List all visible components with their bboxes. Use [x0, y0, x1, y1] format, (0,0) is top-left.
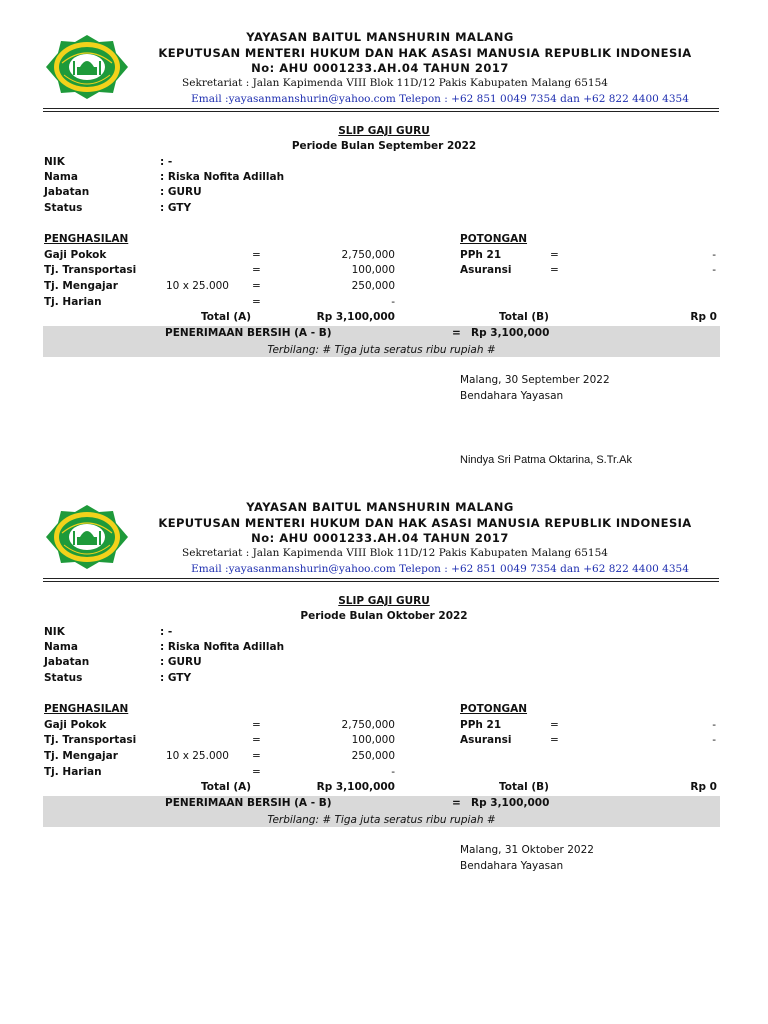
income-teaching-eq: = [252, 280, 261, 292]
income-basic-label: Gaji Pokok [44, 719, 107, 731]
income-teaching-amount: 250,000 [351, 280, 395, 292]
nik-value: : - [160, 626, 173, 638]
foundation-logo [44, 33, 130, 101]
net-income-label: PENERIMAAN BERSIH (A - B) [165, 797, 332, 809]
decree-title: KEPUTUSAN MENTERI HUKUM DAN HAK ASASI MANUSIA REPUBLIK INDONESIA [158, 46, 692, 60]
income-basic-amount: 2,750,000 [341, 249, 395, 261]
deduction-insurance-amount: - [712, 264, 716, 276]
net-income-value: Rp 3,100,000 [471, 327, 550, 339]
slip-period: Periode Bulan Oktober 2022 [300, 610, 468, 622]
amount-in-words: Terbilang: # Tiga juta seratus ribu rupiah # [267, 814, 496, 826]
deduction-pph21-label: PPh 21 [460, 249, 502, 261]
income-teaching-calc: 10 x 25.000 [166, 280, 229, 292]
name-label: Nama [44, 171, 78, 183]
org-name: YAYASAN BAITUL MANSHURIN MALANG [246, 30, 514, 44]
income-teaching-eq: = [252, 750, 261, 762]
status-value: : GTY [160, 672, 192, 684]
deduction-pph21-eq: = [550, 249, 559, 261]
income-header: PENGHASILAN [44, 233, 129, 245]
status-value: : GTY [160, 202, 192, 214]
deduction-pph21-amount: - [712, 249, 716, 261]
salary-slip-october [0, 470, 768, 940]
position-value: : GURU [160, 186, 202, 198]
total-b-value: Rp 0 [690, 311, 717, 323]
place-date: Malang, 31 Oktober 2022 [460, 844, 594, 856]
income-daily-eq: = [252, 296, 261, 308]
total-b-label: Total (B) [499, 311, 549, 323]
slip-title: SLIP GAJI GURU [338, 125, 430, 137]
nik-value: : - [160, 156, 173, 168]
income-transport-eq: = [252, 264, 261, 276]
deduction-pph21-amount: - [712, 719, 716, 731]
nik-label: NIK [44, 626, 65, 638]
org-name: YAYASAN BAITUL MANSHURIN MALANG [246, 500, 514, 514]
income-basic-eq: = [252, 249, 261, 261]
total-b-label: Total (B) [499, 781, 549, 793]
deduction-insurance-eq: = [550, 734, 559, 746]
income-daily-amount: - [391, 766, 395, 778]
deduction-insurance-label: Asuransi [460, 734, 512, 746]
total-b-value: Rp 0 [690, 781, 717, 793]
income-transport-eq: = [252, 734, 261, 746]
deduction-insurance-label: Asuransi [460, 264, 512, 276]
deduction-insurance-amount: - [712, 734, 716, 746]
header-divider-thin [43, 581, 719, 582]
deduction-pph21-eq: = [550, 719, 559, 731]
income-daily-eq: = [252, 766, 261, 778]
income-header: PENGHASILAN [44, 703, 129, 715]
deduction-insurance-eq: = [550, 264, 559, 276]
income-daily-label: Tj. Harian [44, 296, 102, 308]
slip-title: SLIP GAJI GURU [338, 595, 430, 607]
income-transport-amount: 100,000 [351, 264, 395, 276]
deduction-header: POTONGAN [460, 703, 528, 715]
income-teaching-label: Tj. Mengajar [44, 750, 118, 762]
secretariat-address: Sekretariat : Jalan Kapimenda VIII Blok 11D/12 Pakis Kabupaten Malang 65154 [182, 77, 608, 89]
header-divider-thin [43, 111, 719, 112]
signer-role: Bendahara Yayasan [460, 390, 564, 402]
amount-in-words: Terbilang: # Tiga juta seratus ribu rupiah # [267, 344, 496, 356]
position-label: Jabatan [44, 656, 90, 668]
income-transport-label: Tj. Transportasi [44, 734, 137, 746]
total-a-label: Total (A) [201, 311, 252, 323]
total-a-value: Rp 3,100,000 [316, 781, 395, 793]
net-income-label: PENERIMAAN BERSIH (A - B) [165, 327, 332, 339]
net-income-eq: = [452, 327, 461, 339]
decree-title: KEPUTUSAN MENTERI HUKUM DAN HAK ASASI MANUSIA REPUBLIK INDONESIA [158, 516, 692, 530]
nik-label: NIK [44, 156, 65, 168]
foundation-logo [44, 503, 130, 571]
ahu-number: No: AHU 0001233.AH.04 TAHUN 2017 [251, 61, 509, 75]
income-basic-eq: = [252, 719, 261, 731]
income-basic-label: Gaji Pokok [44, 249, 107, 261]
income-teaching-label: Tj. Mengajar [44, 280, 118, 292]
name-value: : Riska Nofita Adillah [160, 641, 285, 653]
income-daily-amount: - [391, 296, 395, 308]
income-transport-amount: 100,000 [351, 734, 395, 746]
net-income-eq: = [452, 797, 461, 809]
income-daily-label: Tj. Harian [44, 766, 102, 778]
header-divider [43, 578, 719, 579]
ahu-number: No: AHU 0001233.AH.04 TAHUN 2017 [251, 531, 509, 545]
position-value: : GURU [160, 656, 202, 668]
deduction-header: POTONGAN [460, 233, 528, 245]
secretariat-address: Sekretariat : Jalan Kapimenda VIII Blok 11D/12 Pakis Kabupaten Malang 65154 [182, 547, 608, 559]
contact-line: Email :yayasanmanshurin@yahoo.com Telepon : +62 851 0049 7354 dan +62 822 4400 4354 [191, 563, 689, 575]
signer-role: Bendahara Yayasan [460, 860, 564, 872]
name-value: : Riska Nofita Adillah [160, 171, 285, 183]
header-divider [43, 108, 719, 109]
signer-name: Nindya Sri Patma Oktarina, S.Tr.Ak [460, 454, 632, 466]
status-label: Status [44, 672, 83, 684]
income-basic-amount: 2,750,000 [341, 719, 395, 731]
salary-slip-september [0, 0, 768, 470]
income-transport-label: Tj. Transportasi [44, 264, 137, 276]
income-teaching-calc: 10 x 25.000 [166, 750, 229, 762]
place-date: Malang, 30 September 2022 [460, 374, 610, 386]
deduction-pph21-label: PPh 21 [460, 719, 502, 731]
name-label: Nama [44, 641, 78, 653]
income-teaching-amount: 250,000 [351, 750, 395, 762]
slip-period: Periode Bulan September 2022 [291, 140, 477, 152]
total-a-value: Rp 3,100,000 [316, 311, 395, 323]
net-income-value: Rp 3,100,000 [471, 797, 550, 809]
contact-line: Email :yayasanmanshurin@yahoo.com Telepon : +62 851 0049 7354 dan +62 822 4400 4354 [191, 93, 689, 105]
total-a-label: Total (A) [201, 781, 252, 793]
status-label: Status [44, 202, 83, 214]
position-label: Jabatan [44, 186, 90, 198]
